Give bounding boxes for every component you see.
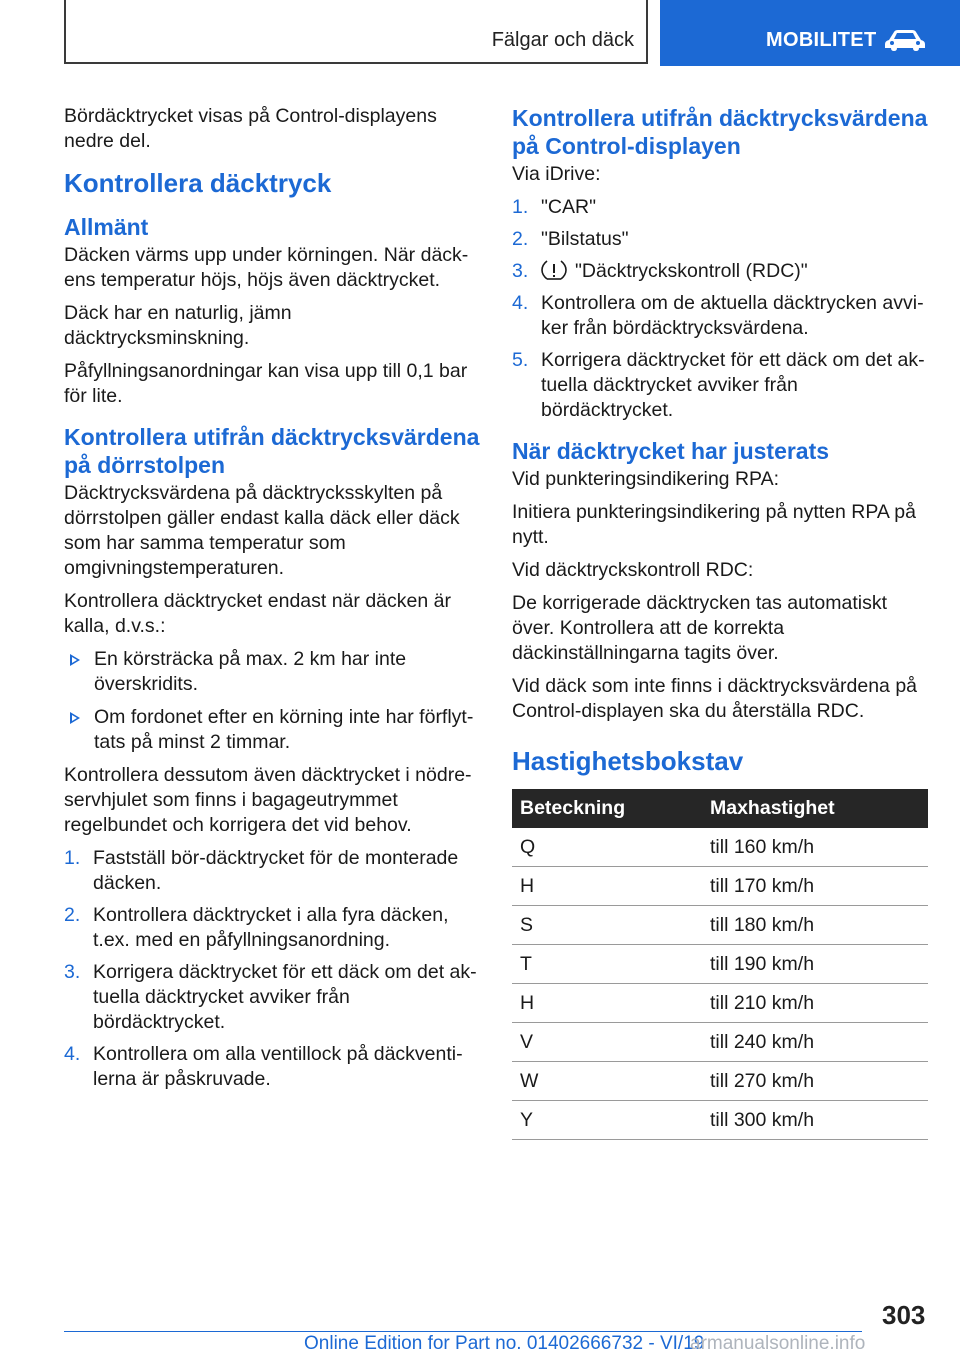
triangle-bullet-icon: [70, 712, 80, 724]
step-number: 1.: [64, 847, 81, 869]
heading-check-tire-pressure: Kontrollera däcktryck: [64, 168, 332, 198]
bullet-text: Om fordonet efter en körning inte har förflyttats på minst 2 timmar.: [94, 706, 474, 753]
heading-control-display: Kontrollera utifrån däcktrycksvärdena på Control-displayen: [512, 105, 928, 159]
table-row: [512, 945, 928, 984]
list-item: [64, 903, 480, 953]
step-text: "Däcktryckskontroll (RDC)": [575, 260, 808, 282]
step-number: 4.: [64, 1043, 81, 1065]
list-item: [64, 647, 480, 697]
footer-rule: [64, 1331, 862, 1332]
table-cell: Y: [512, 1101, 702, 1140]
list-item: [512, 227, 928, 252]
chapter-title: MOBILITET: [766, 29, 877, 51]
table-cell: H: [512, 984, 702, 1023]
adjusted-para-4: De korrigerade däcktrycken tas automatiskt över. Kontrollera att de korrekta däckinställningarna tagits över.: [512, 592, 887, 664]
table-row: [512, 1062, 928, 1101]
table-cell: W: [512, 1062, 702, 1101]
edition-text: Online Edition for Part no. 01402666732 - VI/19: [304, 1333, 705, 1354]
general-para-1: Däcken värms upp under körningen. När däckens temperatur höjs, höjs även däcktrycket.: [64, 244, 469, 291]
step-number: 2.: [64, 904, 81, 926]
table-cell: Q: [512, 828, 702, 867]
step-text: "CAR": [541, 196, 597, 218]
table-row: [512, 1101, 928, 1140]
left-column: [64, 104, 480, 1100]
step-text: Kontrollera om alla ventillock på däckventilerna är påskruvade.: [93, 1043, 463, 1090]
step-text: Korrigera däcktrycket för ett däck om det aktuella däcktrycket avviker från bördäcktrycket.: [93, 961, 477, 1033]
table-header-row: [512, 789, 928, 828]
step-text: Korrigera däcktrycket för ett däck om det aktuella däcktrycket avviker från bördäcktrycket.: [541, 349, 925, 421]
door-pillar-steps: [64, 846, 480, 1092]
table-cell: till 270 km/h: [702, 1062, 928, 1101]
intro-text: Bördäcktrycket visas på Control-displayens nedre del.: [64, 105, 437, 152]
door-pillar-para-3: Kontrollera dessutom även däcktrycket i nödreservhjulet som finns i bagageutrymmet regelbundet och korrigera det vid behov.: [64, 764, 472, 836]
step-number: 3.: [512, 260, 529, 282]
bullet-text: En körsträcka på max. 2 km har inte överskridits.: [94, 648, 407, 695]
heading-speed-letter: Hastighetsbokstav: [512, 746, 744, 776]
table-cell: till 160 km/h: [702, 828, 928, 867]
table-cell: till 180 km/h: [702, 906, 928, 945]
condition-list: [64, 647, 480, 755]
heading-general: Allmänt: [64, 214, 149, 240]
list-item: [512, 348, 928, 423]
table-row: [512, 906, 928, 945]
table-cell: till 190 km/h: [702, 945, 928, 984]
table-cell: till 240 km/h: [702, 1023, 928, 1062]
step-text: Kontrollera däcktrycket i alla fyra däcken, t.ex. med en påfyllningsanordning.: [93, 904, 449, 951]
right-column: [512, 104, 928, 1140]
general-para-3: Påfyllningsanordningar kan visa upp till 0,1 bar för lite.: [64, 360, 468, 407]
table-row: [512, 867, 928, 906]
display-steps: [512, 195, 928, 423]
list-item: [64, 960, 480, 1035]
step-text: Kontrollera om de aktuella däcktrycken avviker från bördäcktrycksvärdena.: [541, 292, 924, 339]
triangle-bullet-icon: [70, 654, 80, 666]
header-section-box: [64, 0, 648, 64]
section-title: Fälgar och däck: [491, 29, 634, 51]
step-number: 2.: [512, 228, 529, 250]
heading-door-pillar: Kontrollera utifrån däcktrycksvärdena på dörrstolpen: [64, 424, 480, 478]
step-number: 4.: [512, 292, 529, 314]
list-item: [64, 1042, 480, 1092]
speed-rating-table: [512, 789, 928, 1140]
step-text: "Bilstatus": [541, 228, 629, 250]
list-item: [64, 705, 480, 755]
adjusted-para-1: Vid punkteringsindikering RPA:: [512, 468, 780, 490]
step-number: 5.: [512, 349, 529, 371]
table-row: [512, 984, 928, 1023]
table-cell: till 300 km/h: [702, 1101, 928, 1140]
tire-pressure-warning-icon: [541, 259, 567, 281]
table-cell: T: [512, 945, 702, 984]
adjusted-para-3: Vid däcktryckskontroll RDC:: [512, 559, 754, 581]
adjusted-para-2: Initiera punkteringsindikering på nytten RPA på nytt.: [512, 501, 916, 548]
table-cell: till 170 km/h: [702, 867, 928, 906]
column-header: Maxhastighet: [702, 789, 928, 828]
list-item: [512, 259, 928, 284]
list-item: [64, 846, 480, 896]
watermark-text: armanualsonline.info: [690, 1333, 866, 1354]
step-number: 1.: [512, 196, 529, 218]
heading-after-adjusted: När däcktrycket har justerats: [512, 438, 830, 464]
general-para-2: Däck har en naturlig, jämn däcktrycksminskning.: [64, 302, 292, 349]
table-row: [512, 828, 928, 867]
list-item: [512, 291, 928, 341]
adjusted-para-5: Vid däck som inte finns i däcktrycksvärdena på Control-displayen ska du återställa RDC.: [512, 675, 918, 722]
step-text: Fastställ bör-däcktrycket för de monterade däcken.: [93, 847, 459, 894]
page-number: 303: [882, 1300, 926, 1330]
table-cell: S: [512, 906, 702, 945]
header-chapter-box: [660, 0, 960, 66]
column-header: Beteckning: [512, 789, 702, 828]
table-cell: H: [512, 867, 702, 906]
table-row: [512, 1023, 928, 1062]
via-idrive: Via iDrive:: [512, 163, 601, 185]
door-pillar-para-1: Däcktrycksvärdena på däcktrycksskylten på dörrstolpen gäller endast kalla däck eller däck som har samma temperatur som omgivningstemperaturen.: [64, 482, 460, 579]
list-item: [512, 195, 928, 220]
table-cell: V: [512, 1023, 702, 1062]
car-icon: [883, 28, 927, 52]
table-cell: till 210 km/h: [702, 984, 928, 1023]
door-pillar-para-2: Kontrollera däcktrycket endast när däcken är kalla, d.v.s.:: [64, 590, 451, 637]
step-number: 3.: [64, 961, 81, 983]
